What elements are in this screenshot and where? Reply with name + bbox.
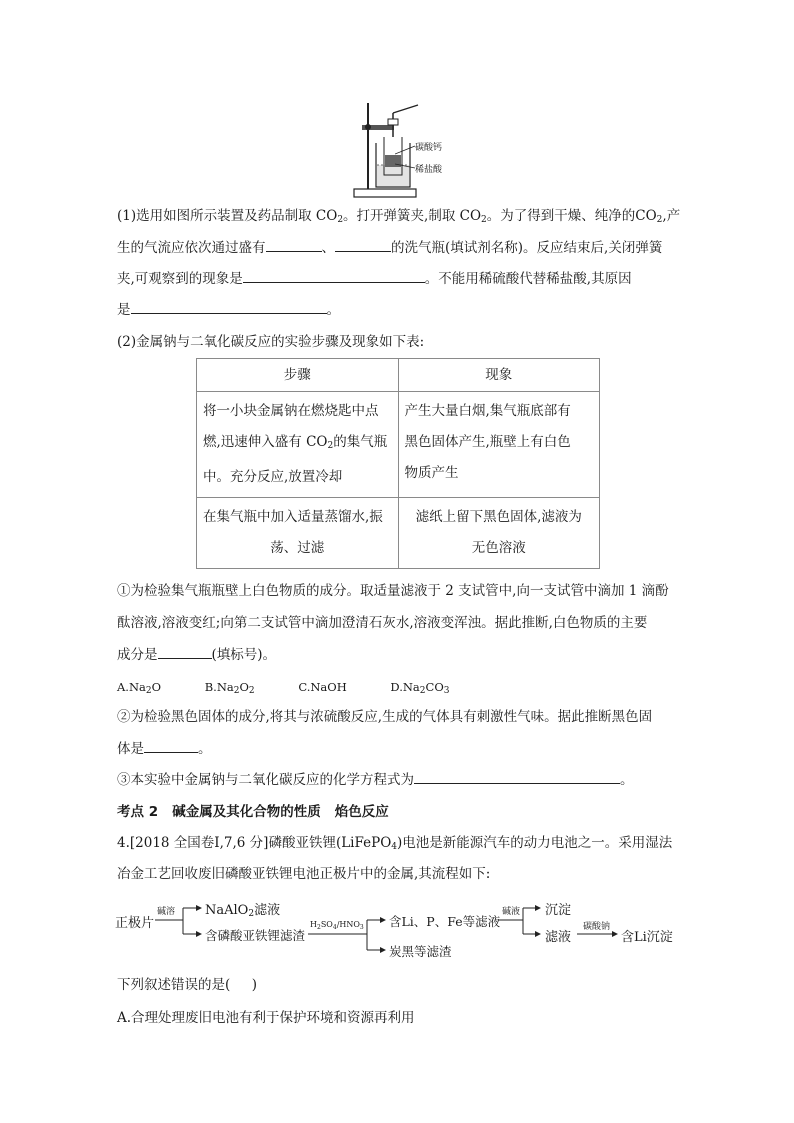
answer-blank[interactable] [335,237,391,252]
section-heading: 考点 2 碱金属及其化合物的性质 焰色反应 [117,804,389,820]
table-row [197,392,600,498]
flow-step-acid: $H_2SO_4/HNO_3$ [310,920,364,931]
flow-lifepo4-residue: 含磷酸亚铁锂滤渣 [205,928,306,943]
option-c: C.NaOH [298,680,347,694]
q2-s1-line3: 成分是 (填标号)。 [117,644,276,666]
table-cell-step: 在集气瓶中加入适量蒸馏水,振 荡、过滤 [197,498,399,569]
flow-precipitate: 沉淀 [545,903,572,918]
table-cell-phenomenon: 产生大量白烟,集气瓶底部有 黑色固体产生,瓶壁上有白色 物质产生 [398,392,600,498]
q1-line2: 生的气流应依次通过盛有 、 的洗气瓶(填试剂名称)。反应结束后,关闭弹簧 [117,237,662,259]
table-header-phenomena: 现象 [398,359,600,392]
q1-line3: 夹,可观察到的现象是 。不能用稀硫酸代替稀盐酸,其原因 [117,268,632,290]
process-flowchart [115,892,675,959]
apparatus-label-dilute-hcl: 稀盐酸 [415,165,443,175]
q2-s2-line2: 体是 。 [117,738,212,760]
table-cell-step: 将一小块金属钠在燃烧匙中点 燃,迅速伸入盛有 $CO_2$的集气瓶 中。充分反应,放置冷却 [197,392,399,498]
experiment-table [196,358,600,569]
answer-blank[interactable] [144,738,198,753]
flow-step-sodium-carbonate: 碳酸钠 [583,922,611,932]
option-d: $D.Na_2CO_3$ [390,680,450,696]
flow-start-node: 正极片 [115,916,155,931]
q1-line1: (1)选用如图所示装置及药品制取 $CO_2$。打开弹簧夹,制取 $CO_2$。为了得到干燥、纯净的$CO_2$,产 [117,208,681,225]
table-header-row [197,359,600,392]
flow-li-p-fe-filtrate: 含Li、P、Fe等滤液 [389,914,501,929]
q2-s3: ③本实验中金属钠与二氧化碳反应的化学方程式为 。 [117,769,634,791]
flow-filtrate: 滤液 [545,930,572,945]
answer-blank[interactable] [266,237,322,252]
q2-s1-line2: 酞溶液,溶液变红;向第二支试管中滴加澄清石灰水,溶液变浑浊。据此推断,白色物质的主要 [117,615,648,631]
q4-line1: 4.[2018 全国卷Ⅰ,7,6 分]磷酸亚铁锂(LiFePO$_4$)电池是新能源汽车的动力电池之一。采用湿法 [117,835,673,852]
q2-s1-line1: ①为检验集气瓶瓶壁上白色物质的成分。取适量滤液于 2 支试管中,向一支试管中滴加 1 滴酚 [117,583,669,599]
q4-line2: 冶金工艺回收废旧磷酸亚铁锂电池正极片中的金属,其流程如下: [117,866,491,882]
answer-blank[interactable] [414,769,620,784]
option-b: $B.Na_2O_2$ [204,680,255,696]
q4-option-a: A.合理处理废旧电池有利于保护环境和资源再利用 [117,1010,415,1026]
q4-question: 下列叙述错误的是( ) [117,977,257,993]
flow-li-precipitate: 含Li沉淀 [621,930,673,945]
table-cell-phenomenon: 滤纸上留下黑色固体,滤液为 无色溶液 [398,498,600,569]
answer-blank[interactable] [243,268,425,283]
table-row [197,498,600,569]
flow-naalo2-filtrate: NaAlO$_2$滤液 [205,903,281,919]
answer-blank[interactable] [131,299,327,314]
apparatus-label-calcium-carbonate: 碳酸钙 [415,143,443,153]
q2-options [117,676,449,702]
flow-step-alkali: 碱液 [502,907,521,917]
table-header-steps: 步骤 [197,359,399,392]
q2-s2-line1: ②为检验黑色固体的成分,将其与浓硫酸反应,生成的气体具有刺激性气味。据此推断黑色固 [117,709,653,725]
option-a: $A.Na_2O$ [117,680,162,696]
flow-step-alkali-leach: 碱溶 [157,907,176,917]
q1-line4: 是 。 [117,299,340,321]
answer-blank[interactable] [158,644,212,659]
flow-carbon-residue: 炭黑等滤渣 [389,944,452,959]
apparatus-label-lines [395,140,417,170]
q2-intro: (2)金属钠与二氧化碳反应的实验步骤及现象如下表: [117,334,425,350]
